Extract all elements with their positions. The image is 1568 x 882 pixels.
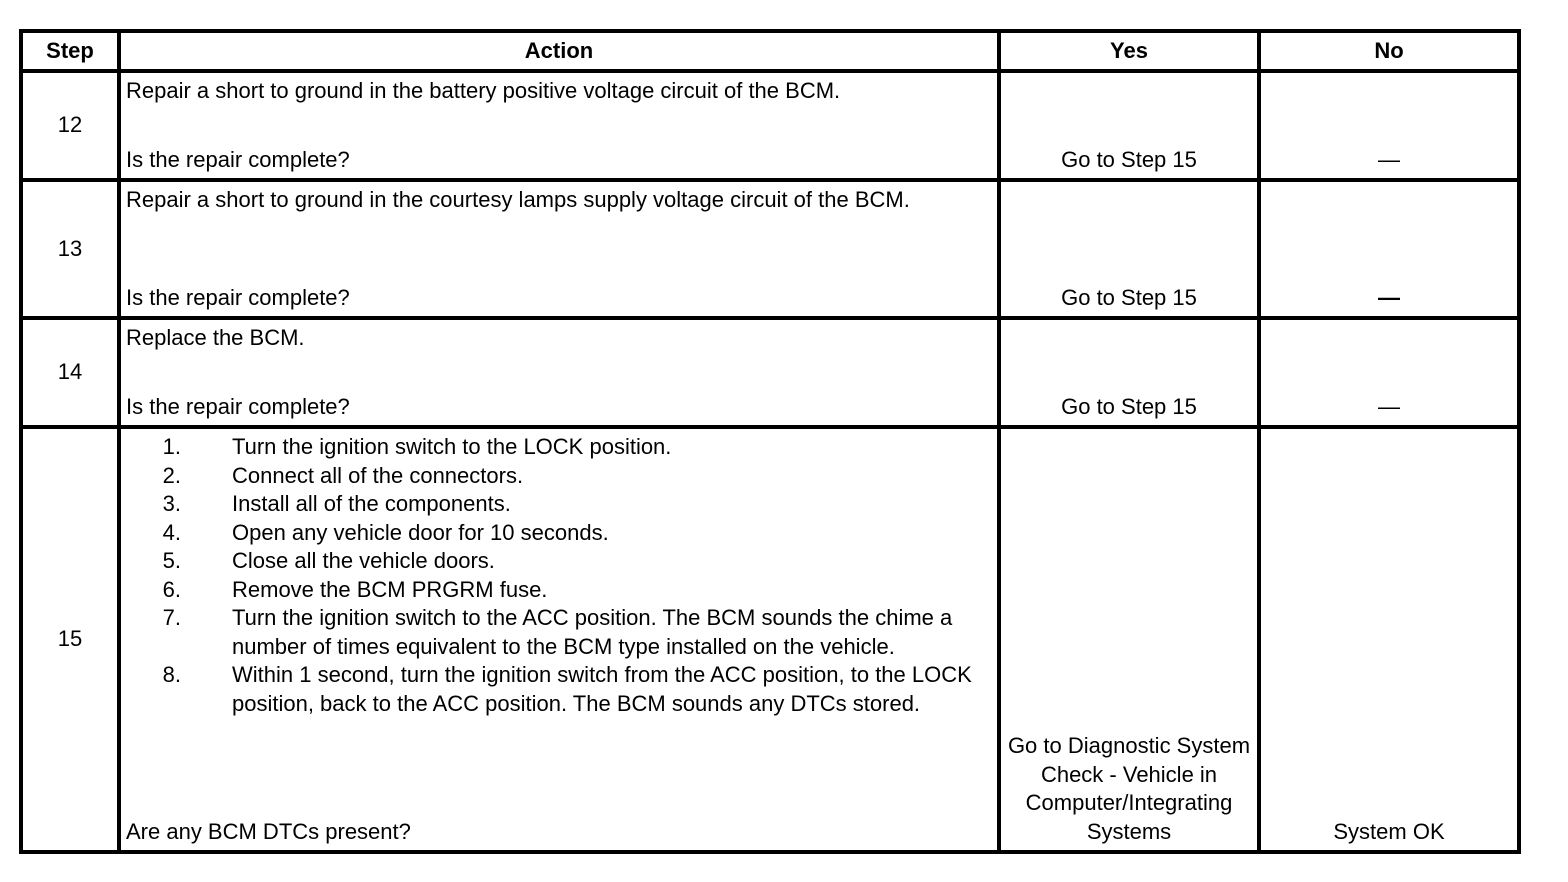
yes-result: Go to Diagnostic System Check - Vehicle in Computer/Integrating Systems xyxy=(1007,733,1251,844)
action-cell xyxy=(119,318,999,427)
table-row xyxy=(21,180,1519,318)
action-cell xyxy=(119,71,999,180)
action-cell xyxy=(119,427,999,852)
header-step: Step xyxy=(21,31,119,71)
no-result: — xyxy=(1378,393,1400,419)
list-item: 5. Close all the vehicle doors. xyxy=(162,548,495,573)
action-text: Repair a short to ground in the battery positive voltage circuit of the BCM. xyxy=(126,78,841,103)
header-yes: Yes xyxy=(999,31,1259,71)
table-row xyxy=(21,427,1519,852)
step-number: 14 xyxy=(21,318,119,427)
list-item: 4. Open any vehicle door for 10 seconds. xyxy=(162,519,609,545)
list-item: 8. Within 1 second, turn the ignition switch from the ACC position, to the LOCK position, back to the ACC position. The BCM sounds any DTCs stored. xyxy=(162,662,972,716)
list-item: 6. Remove the BCM PRGRM fuse. xyxy=(162,576,548,602)
no-result: System OK xyxy=(1333,818,1445,844)
step-number: 15 xyxy=(21,427,119,852)
no-cell xyxy=(1259,318,1519,427)
header-no: No xyxy=(1259,31,1519,71)
no-result: — xyxy=(1378,146,1400,172)
table-row xyxy=(21,318,1519,427)
step-number: 13 xyxy=(21,180,119,318)
table-row xyxy=(21,71,1519,180)
action-question: Are any BCM DTCs present? xyxy=(126,818,411,844)
yes-cell xyxy=(999,71,1259,180)
yes-result: Go to Step 15 xyxy=(1061,393,1197,419)
list-item: 2. Connect all of the connectors. xyxy=(162,462,524,488)
step-number: 12 xyxy=(21,71,119,180)
header-row xyxy=(21,31,1519,71)
no-cell xyxy=(1259,180,1519,318)
action-question: Is the repair complete? xyxy=(126,284,350,310)
yes-cell xyxy=(999,318,1259,427)
no-cell xyxy=(1259,427,1519,852)
action-cell xyxy=(119,180,999,318)
action-question: Is the repair complete? xyxy=(126,146,350,172)
yes-cell xyxy=(999,180,1259,318)
action-text: Replace the BCM. xyxy=(126,325,305,350)
procedure-list xyxy=(126,433,991,718)
yes-result: Go to Step 15 xyxy=(1061,284,1197,310)
no-result: — xyxy=(1378,284,1400,310)
yes-result: Go to Step 15 xyxy=(1061,146,1197,172)
list-item: 1. Turn the ignition switch to the LOCK position. xyxy=(162,434,672,459)
header-action: Action xyxy=(119,31,999,71)
diagnostic-steps-table xyxy=(19,29,1521,854)
action-question: Is the repair complete? xyxy=(126,393,350,419)
action-text: Repair a short to ground in the courtesy lamps supply voltage circuit of the BCM. xyxy=(126,187,910,212)
no-cell xyxy=(1259,71,1519,180)
list-item: 7. Turn the ignition switch to the ACC position. The BCM sounds the chime a number of times equivalent to the BCM type installed on the vehicle. xyxy=(162,605,953,659)
yes-cell xyxy=(999,427,1259,852)
list-item: 3. Install all of the components. xyxy=(162,491,511,516)
